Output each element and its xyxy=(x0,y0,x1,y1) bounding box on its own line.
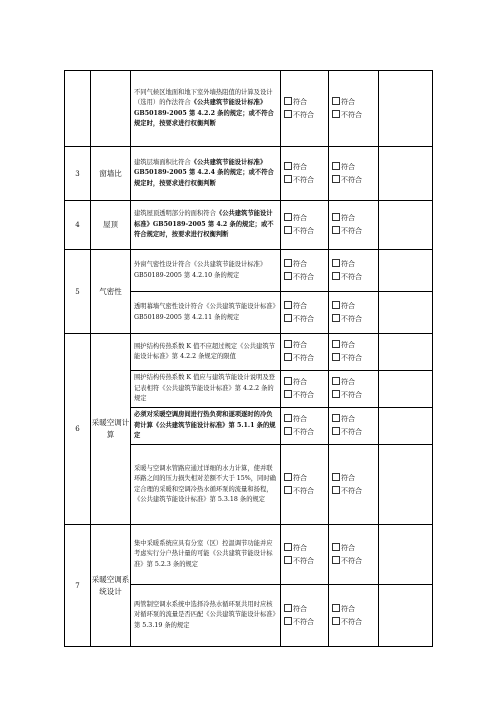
item-label: 采暖空调计算 xyxy=(91,334,131,525)
checkbox-noncomply[interactable]: 不符合 xyxy=(284,485,328,498)
remarks-cell xyxy=(379,147,433,201)
requirement-text: 透明幕墙气密性设计符合《公共建筑节能设计标准》GB50189-2005 第 4.2.11 条的规定 xyxy=(131,292,281,334)
requirement-text: 不同气候区地面和地下室外墙热阻值的计算及设计（选用）的作法符合《公共建筑节能设计标准》GB50189-2005 第 4.2.2 条的规定；或不符合规定时，按要求进行权衡判断 xyxy=(131,71,281,147)
checkbox-icon xyxy=(284,162,292,170)
requirement-text: 建筑层墙面积比符合《公共建筑节能设计标准》GB50189-2005 第 4.2.4 条的规定；或不符合规定时，按要求进行权衡判断 xyxy=(131,147,281,201)
requirement-text: 建筑屋顶透明部分的面积符合《公共建筑节能设计标准》GB50189-2005 第 4.2 条的规定；或不符合规定时，按要求进行权衡判断 xyxy=(131,201,281,250)
remarks-cell xyxy=(379,292,433,334)
table-row xyxy=(65,71,433,147)
remarks-cell xyxy=(379,445,433,525)
checkbox-icon xyxy=(332,486,340,494)
remarks-cell xyxy=(379,71,433,147)
checkbox-icon xyxy=(284,473,292,481)
checkbox-noncomply[interactable]: 不符合 xyxy=(284,109,328,122)
checkbox-icon xyxy=(284,390,292,398)
checkbox-icon xyxy=(332,301,340,309)
requirement-text: 集中采暖系统应具有分室（区）控温调节功能并应考虑实行分户热计量的可能《公共建筑节能设计标准》第 5.2.3 条的规定 xyxy=(131,525,281,585)
table-row xyxy=(65,334,433,371)
checkbox-comply[interactable]: 符合 xyxy=(332,300,378,313)
checkbox-noncomply[interactable]: 不符合 xyxy=(332,271,378,284)
checkbox-comply[interactable]: 符合 xyxy=(284,161,328,174)
checkbox-icon xyxy=(332,314,340,322)
checkbox-noncomply[interactable]: 不符合 xyxy=(284,616,328,629)
row-number: 3 xyxy=(65,147,91,201)
checkbox-icon xyxy=(284,340,292,348)
requirement-text: 必须对采暖空调房间进行热负荷和逐项逐时的冷负荷计算《公共建筑节能设计标准》第 5.1.1 条的规定 xyxy=(131,408,281,445)
checkbox-comply[interactable]: 符合 xyxy=(284,300,328,313)
remarks-cell xyxy=(379,334,433,371)
table-row xyxy=(65,201,433,250)
checkbox-icon xyxy=(332,272,340,280)
checkbox-icon xyxy=(332,353,340,361)
table-row xyxy=(65,525,433,585)
checkbox-icon xyxy=(332,213,340,221)
checkbox-comply[interactable]: 符合 xyxy=(332,212,378,225)
checkbox-comply[interactable]: 符合 xyxy=(284,376,328,389)
row-number: 4 xyxy=(65,201,91,250)
item-label: 采暖空调系统设计 xyxy=(91,525,131,647)
checkbox-icon xyxy=(332,259,340,267)
checkbox-icon xyxy=(284,97,292,105)
checkbox-icon xyxy=(332,543,340,551)
checkbox-icon xyxy=(332,340,340,348)
requirement-text: 外窗气密性设计符合《公共建筑节能设计标准》GB50189-2005 第 4.2.10 条的规定 xyxy=(131,250,281,292)
checkbox-icon xyxy=(332,604,340,612)
checkbox-icon xyxy=(332,556,340,564)
checkbox-noncomply[interactable]: 不符合 xyxy=(332,389,378,402)
remarks-cell xyxy=(379,201,433,250)
table-row xyxy=(65,250,433,292)
checkbox-icon xyxy=(284,604,292,612)
checkbox-comply[interactable]: 符合 xyxy=(332,472,378,485)
checkbox-noncomply[interactable]: 不符合 xyxy=(284,313,328,326)
checkbox-icon xyxy=(332,175,340,183)
checkbox-comply[interactable]: 符合 xyxy=(332,258,378,271)
checkbox-icon xyxy=(284,486,292,494)
item-label: 气密性 xyxy=(91,250,131,334)
checkbox-noncomply[interactable]: 不符合 xyxy=(332,109,378,122)
checkbox-comply[interactable]: 符合 xyxy=(284,258,328,271)
checkbox-icon xyxy=(284,213,292,221)
checkbox-icon xyxy=(332,617,340,625)
checkbox-icon xyxy=(284,175,292,183)
checkbox-comply[interactable]: 符合 xyxy=(332,339,378,352)
checkbox-noncomply[interactable]: 不符合 xyxy=(284,174,328,187)
checkbox-icon xyxy=(284,314,292,322)
checkbox-icon xyxy=(332,473,340,481)
checkbox-icon xyxy=(284,414,292,422)
checkbox-icon xyxy=(284,427,292,435)
item-label: 屋顶 xyxy=(91,201,131,250)
checkbox-icon xyxy=(332,97,340,105)
requirement-text: 围护结构传热系数 K 值不应超过规定《公共建筑节能设计标准》第 4.2.2 条规定的限值 xyxy=(131,334,281,371)
checkbox-noncomply[interactable]: 不符合 xyxy=(332,426,378,439)
checkbox-comply[interactable]: 符合 xyxy=(332,96,378,109)
checkbox-noncomply[interactable]: 不符合 xyxy=(284,426,328,439)
checkbox-comply[interactable]: 符合 xyxy=(284,472,328,485)
checkbox-icon xyxy=(284,617,292,625)
checkbox-noncomply[interactable]: 不符合 xyxy=(332,313,378,326)
checkbox-noncomply[interactable]: 不符合 xyxy=(284,352,328,365)
remarks-cell xyxy=(379,585,433,647)
checkbox-icon xyxy=(332,110,340,118)
checkbox-noncomply[interactable]: 不符合 xyxy=(332,225,378,238)
checkbox-comply[interactable]: 符合 xyxy=(284,96,328,109)
remarks-cell xyxy=(379,371,433,408)
checkbox-noncomply[interactable]: 不符合 xyxy=(284,555,328,568)
checkbox-icon xyxy=(332,427,340,435)
checkbox-comply[interactable]: 符合 xyxy=(332,603,378,616)
checkbox-noncomply[interactable]: 不符合 xyxy=(332,616,378,629)
checkbox-noncomply[interactable]: 不符合 xyxy=(332,555,378,568)
checkbox-noncomply[interactable]: 不符合 xyxy=(332,174,378,187)
checkbox-comply[interactable]: 符合 xyxy=(332,542,378,555)
checkbox-icon xyxy=(284,353,292,361)
checkbox-icon xyxy=(332,390,340,398)
item-label: 窗墙比 xyxy=(91,147,131,201)
requirement-text: 采暖与空调水管路应通过详细的水力计算，使并联环路之间的压力损失相对差额不大于 15%，同时确定合理的采暖和空调冷热水循环泵的流量和扬程，《公共建筑节能设计标准》第 5.3.18 条的规定 xyxy=(131,445,281,525)
checkbox-noncomply[interactable]: 不符合 xyxy=(284,271,328,284)
requirement-text: 围护结构传热系数 K 值应与建筑节能设计说明及登记表相符《公共建筑节能设计标准》第 4.2.2 条的规定 xyxy=(131,371,281,408)
checkbox-icon xyxy=(332,377,340,385)
checkbox-icon xyxy=(284,259,292,267)
checkbox-comply[interactable]: 符合 xyxy=(284,603,328,616)
compliance-table xyxy=(64,70,433,647)
checkbox-comply[interactable]: 符合 xyxy=(284,339,328,352)
checkbox-noncomply[interactable]: 不符合 xyxy=(332,485,378,498)
checkbox-noncomply[interactable]: 不符合 xyxy=(332,352,378,365)
checkbox-icon xyxy=(284,226,292,234)
remarks-cell xyxy=(379,408,433,445)
checkbox-icon xyxy=(284,301,292,309)
row-number: 6 xyxy=(65,334,91,525)
checkbox-icon xyxy=(284,556,292,564)
checkbox-noncomply[interactable]: 不符合 xyxy=(284,225,328,238)
checkbox-icon xyxy=(284,543,292,551)
checkbox-comply[interactable]: 符合 xyxy=(332,413,378,426)
checkbox-comply[interactable]: 符合 xyxy=(284,212,328,225)
row-number: 7 xyxy=(65,525,91,647)
checkbox-comply[interactable]: 符合 xyxy=(332,161,378,174)
checkbox-comply[interactable]: 符合 xyxy=(284,413,328,426)
checkbox-icon xyxy=(284,110,292,118)
remarks-cell xyxy=(379,250,433,292)
table-row xyxy=(65,147,433,201)
requirement-text: 两管制空调水系统中选择冷热水循环泵共用时应核对循环泵的流量是否匹配《公共建筑节能设计标准》第 5.3.19 条的规定 xyxy=(131,585,281,647)
checkbox-icon xyxy=(284,377,292,385)
checkbox-icon xyxy=(332,414,340,422)
row-number: 5 xyxy=(65,250,91,334)
checkbox-comply[interactable]: 符合 xyxy=(284,542,328,555)
remarks-cell xyxy=(379,525,433,585)
checkbox-noncomply[interactable]: 不符合 xyxy=(284,389,328,402)
checkbox-comply[interactable]: 符合 xyxy=(332,376,378,389)
checkbox-icon xyxy=(284,272,292,280)
checkbox-icon xyxy=(332,162,340,170)
checkbox-icon xyxy=(332,226,340,234)
